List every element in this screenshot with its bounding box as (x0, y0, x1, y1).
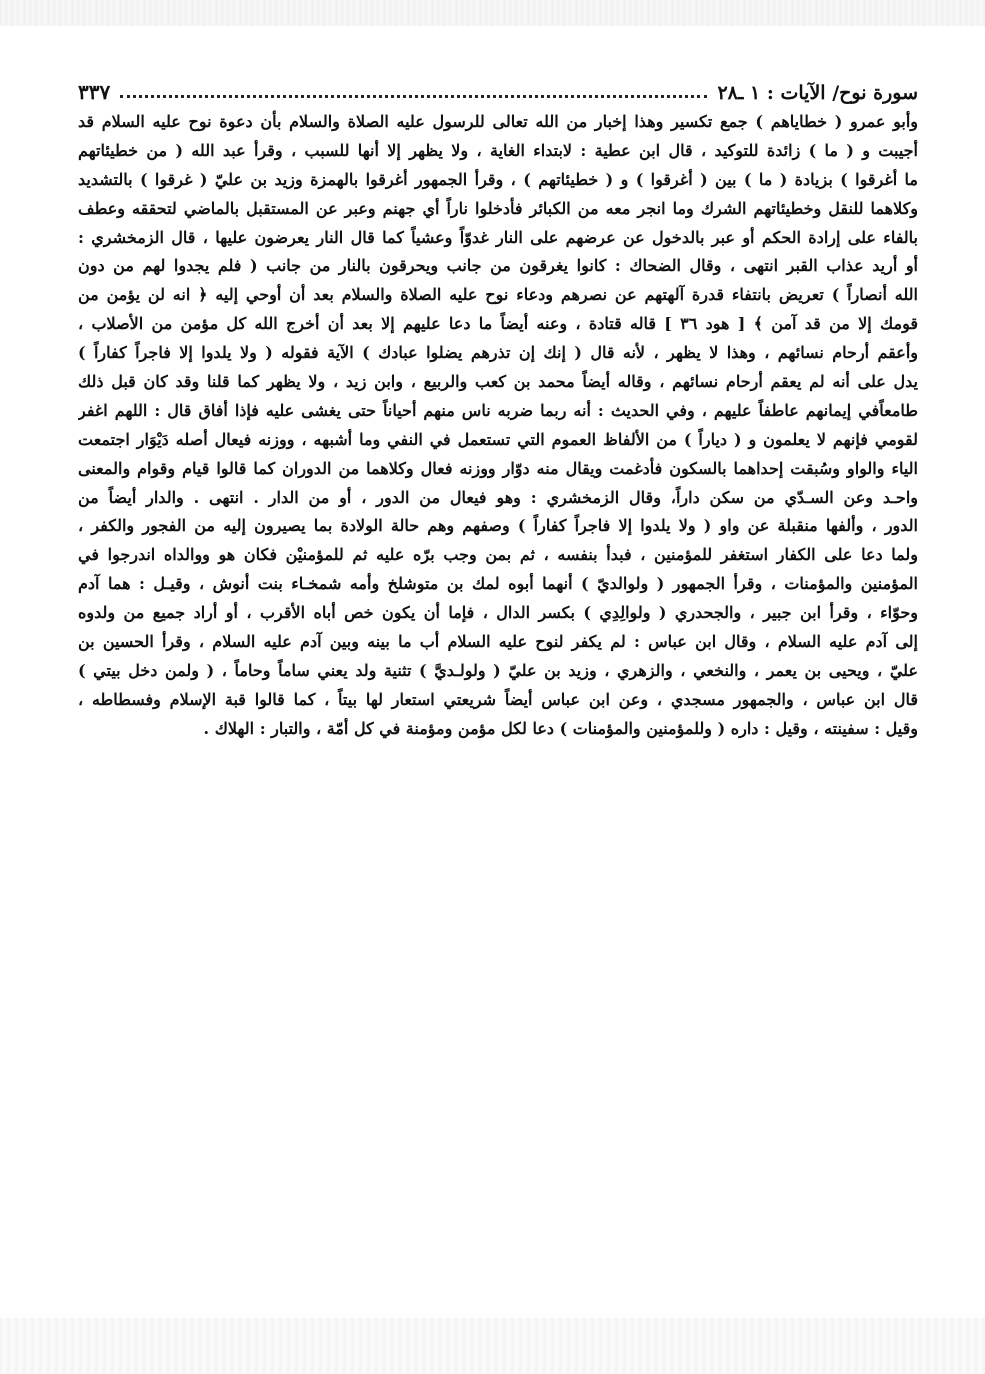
text-line: واحـد وعن السـدّي من سكن داراً، وقال الزمخشري : وهو فيعال من الدور ، أو من الدار . انتهى . والدار أيضاً من (78, 487, 918, 507)
text-line: ما أغرقوا ) بزيادة ( ما ) بين ( أغرقوا ) و ( خطيئاتهم ) ، وقرأ الجمهور أغرقوا بالهمزة وزيد بن عليّ ( غرقوا ) بالتشديد (78, 169, 918, 189)
text-line: بالفاء على إرادة الحكم أو عبر بالدخول عن عرضهم على النار غدوّاً وعشياً كما قال النار يعرضون عليها ، قال الزمخشري : (78, 227, 918, 247)
scan-edge-top (0, 0, 985, 26)
header-dot-leader (120, 94, 707, 98)
text-line: يدل على أنه لم يعقم أرحام نسائهم ، وقاله أيضاً محمد بن كعب والربيع ، وابن زيد ، ولا يظهر كما قلنا وقد كان قبل ذلك (78, 372, 918, 392)
text-line: وكلاهما للنقل وخطيئاتهم الشرك وما انجر معه من الكبائر فأدخلوا ناراً أي جهنم وعبر عن المستقبل بالماضي لتحققه وعطف (78, 198, 918, 218)
text-line: أجيبت و ( ما ) زائدة للتوكيد ، قال ابن عطية : لابتداء الغاية ، ولا يظهر إلا أنها للسبب ، وقرأ عبد الله ( من خطيئاتهم (78, 140, 918, 160)
text-line: وأعقم أرحام نسائهم ، وهذا لا يظهر ، لأنه قال ( إنك إن تذرهم يضلوا عبادك ) الآية فقوله ( ولا يلدوا إلا فاجراً كفاراً ) (78, 343, 918, 363)
page-number: ٣٣٧ (78, 80, 111, 104)
text-line: الله أنصاراً ) تعريض بانتفاء قدرة آلهتهم عن نصرهم ودعاء نوح عليه الصلاة والسلام بعد أن أوحي إليه ﴿ انه لن يؤمن من (78, 285, 918, 305)
text-line: قومك إلا من قد آمن ﴾ [ هود ٣٦ ] قاله قتادة ، وعنه أيضاً ما دعا عليهم إلا بعد أن أخرج الله كل مؤمن من الأصلاب ، (78, 314, 918, 334)
text-line: ولما دعا على الكفار استغفر للمؤمنين ، فبدأ بنفسه ، ثم بمن وجب برّه عليه ثم للمؤمنيْن فكان هو ووالداه اندرجوا في (78, 545, 918, 565)
text-line: وأبو عمرو ( خطاياهم ) جمع تكسير وهذا إخبار من الله تعالى للرسول عليه الصلاة والسلام بأن دعوة نوح عليه السلام قد (78, 112, 918, 131)
text-line: عليّ ، ويحيى بن يعمر ، والنخعي ، والزهري ، وزيد بن عليّ ( ولولـديَّ ) تثنية ولد يعني ساماً وحاماً ، ( ولمن دخل بيتي ) (78, 660, 918, 680)
text-line: أو أريد عذاب القبر انتهى ، وقال الضحاك : كانوا يغرقون من جانب ويحرقون بالنار من جانب ( فلم يجدوا لهم من دون (78, 256, 918, 276)
scan-edge-bottom (0, 1318, 985, 1374)
text-line: الدور ، وألفها منقبلة عن واو ( ولا يلدوا إلا فاجراً كفاراً ) وصفهم وهم حالة الولادة بما يصيرون إليه من الفجور والكفر ، (78, 516, 918, 536)
text-line: المؤمنين والمؤمنات ، وقرأ الجمهور ( ولوالديّ ) أنهما أبوه لمك بن متوشلخ وأمه شمخـاء بنت أنوش ، وقيـل : هما آدم (78, 574, 918, 594)
text-line: إلى آدم عليه السلام ، وقال ابن عباس : لم يكفر لنوح عليه السلام أب ما بينه وبين آدم عليه السلام ، وقرأ الحسين بن (78, 632, 918, 652)
text-line: الياء والواو وسُبقت إحداهما بالسكون فأدغمت ويقال منه دوّار ووزنه فعال وكلاهما من الدوران كما قالوا قيام وقوام والمعنى (78, 458, 918, 478)
commentary-body (78, 108, 918, 744)
text-line: قال ابن عباس ، والجمهور مسجدي ، وعن ابن عباس أيضاً شريعتي استعار لها بيتاً ، كما قالوا قبة الإسلام وفسطاطه ، (78, 689, 918, 709)
text-line-last: وقيل : سفينته ، وقيل : داره ( وللمؤمنين والمؤمنات ) دعا لكل مؤمن ومؤمنة في كل أمّة ، والتبار : الهلاك . (203, 718, 918, 738)
surah-title: سورة نوح/ الآيات : ١ ـ٢٨ (717, 82, 918, 104)
text-line: وحوّاء ، وقرأ ابن جبير ، والجحدري ( ولوالِدِي ) بكسر الدال ، فإما أن يكون خص أباه الأقرب ، أو أراد جميع من ولدوه (78, 603, 918, 623)
running-header (78, 74, 918, 104)
text-line: طامعاًفي إيمانهم عاطفاً عليهم ، وفي الحديث : أنه ربما ضربه ناس منهم أحياناً حتى يغشى عليه فإذا أفاق قال : اللهم اغفر (78, 400, 918, 420)
text-line: لقومي فإنهم لا يعلمون و ( دياراً ) من الألفاظ العموم التي تستعمل في النفي وما أشبهه ، ووزنه فيعال أصله دَيْوَار اجتمعت (78, 429, 918, 449)
